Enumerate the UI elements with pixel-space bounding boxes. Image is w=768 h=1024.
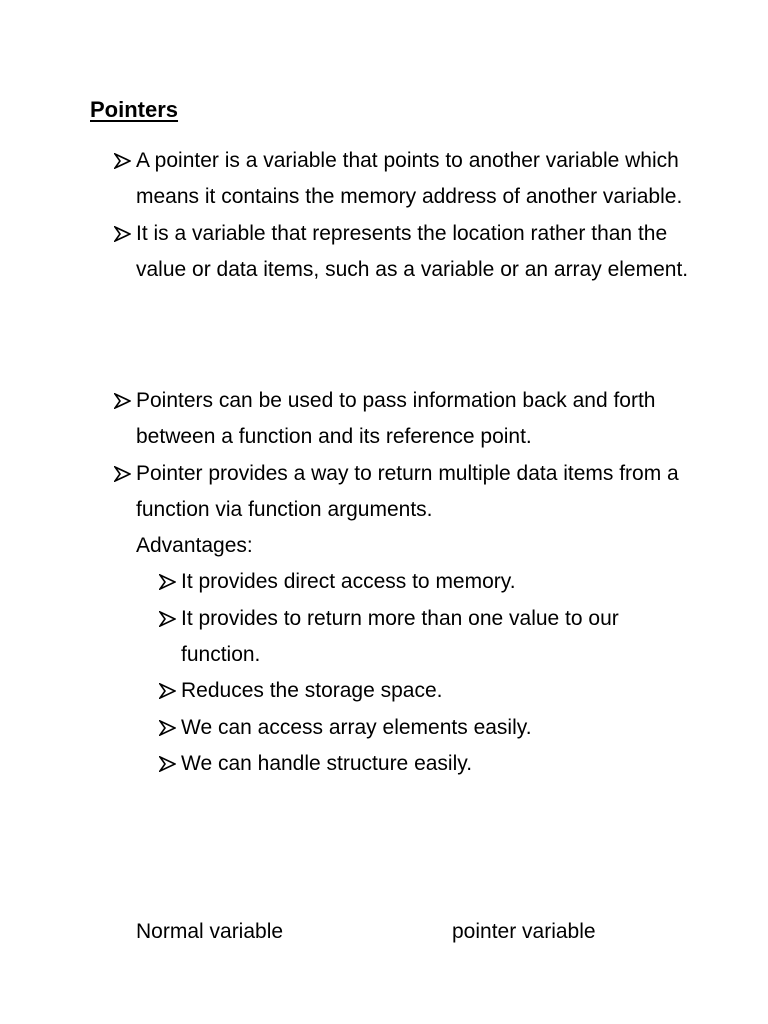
list-item [159,710,679,746]
advantages-container [114,564,714,782]
advantages-list [114,564,679,782]
advantages-heading: Advantages: [136,534,253,558]
arrow-bullet-icon [114,226,131,242]
list-item [114,216,714,289]
list-item [159,564,679,600]
arrow-bullet-icon [114,393,131,409]
arrow-bullet-icon [159,720,176,736]
arrow-bullet-icon [159,683,176,699]
list-item-text: Pointers can be used to pass information back and forth between a function and its reference point. [136,389,656,449]
list-item [159,673,679,709]
arrow-bullet-icon [114,466,131,482]
list-item-text: Reduces the storage space. [181,679,443,703]
arrow-bullet-icon [114,153,131,169]
list-item-text: It is a variable that represents the location rather than the value or data items, such as a variable or an array element. [136,221,689,281]
bullet-list-usage [114,383,714,782]
list-item [114,456,714,529]
list-item-text: It provides direct access to memory. [181,570,516,594]
bullet-list-intro [114,143,714,288]
list-item [159,746,679,782]
list-item [114,383,714,456]
list-item-text: It provides to return more than one value to our function. [181,606,619,667]
arrow-bullet-icon [159,574,176,590]
arrow-bullet-icon [159,611,176,627]
normal-variable-label: Normal variable [136,920,284,943]
list-item [114,143,714,216]
list-item-text: A pointer is a variable that points to another variable which means it contains the memory address of another variable. [136,149,683,209]
list-item-text: We can handle structure easily. [181,751,473,775]
page-title: Pointers [90,97,179,122]
list-item [159,601,679,674]
pointer-variable-label: pointer variable [452,920,596,943]
list-item-text: We can access array elements easily. [181,715,532,739]
list-item-text: Pointer provides a way to return multiple data items from a function via function arguments. [136,461,679,521]
arrow-bullet-icon [159,756,176,772]
